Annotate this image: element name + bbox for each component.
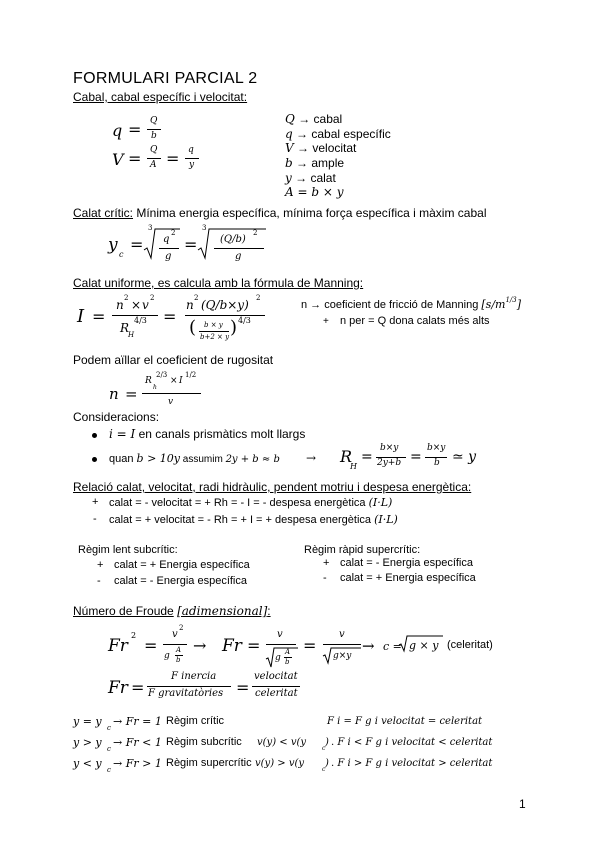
section-heading-rugositat: Podem aïllar el coeficient de rugositat [73,353,274,367]
section-heading-calat-uniforme: Calat uniforme, es calcula amb la fórmula de Manning: [73,276,364,290]
section-heading-calat-critic: Calat crític: Mínima energia específica, mínima força específica i màxim cabal [73,206,487,220]
plus-sign: + [92,496,99,508]
regim-rapid-row-1: calat = - Energia específica [340,557,473,569]
section-heading-cabal: Cabal, cabal específic i velocitat: [73,90,248,104]
arrow-icon: → [306,451,317,465]
regim-rapid-title: Règim ràpid supercrític: [304,544,421,556]
consideration-1: i = I en canals prismàtics molt llargs [109,427,306,441]
relation-row-2: calat = + velocitat = - Rh = + I = + despesa energètica (I·L) [109,513,398,526]
regim-rapid-row-2: calat = + Energia específica [340,572,476,584]
minus-sign: - [93,513,97,525]
consideration-2: quan b > 10y assumim 2y + b ≈ b [109,452,280,465]
page-number: 1 [519,797,526,811]
regim-lent-row-2: calat = - Energia específica [114,575,247,587]
page-title: FORMULARI PARCIAL 2 [73,70,258,87]
bullet-dot [92,457,97,462]
section-heading-froude: Número de Froude [adimensional]: [73,604,271,618]
relation-row-1: calat = - velocitat = + Rh = - I = - despesa energètica (I·L) [109,496,393,509]
section-heading-consideracions: Consideracions: [73,410,160,424]
bullet-dot [92,433,97,438]
radical-3 [265,646,299,670]
regim-lent-title: Règim lent subcrític: [78,544,178,556]
page: FORMULARI PARCIAL 2 Cabal, cabal específic i velocitat: q = Q b V = Q A = q y Q → cabal q → cabal específic V → velocitat b → ample y → calat A = b × y Calat crític: Mínima energia específica, mínima força específica i màxim cabal y c = 3 q 2 g = 3 (Q/b) 2 g Calat uniforme, es calcula amb la fórmula de Manning: I = n 2 × v 2 R H 4/3 = n 2 (Q/b×y) 2 ( b × y b+2 × y ) 4/3 n → coeficient de fricció de Manning $[s/m^{1/3}]$ + n per = Q dona calats més alts Podem aïllar el coeficient de rugositat n = R h 2/3 × I 1/2 v Consideracions: i = I en canals prismàtics molt llargs quan b > 10y assumim 2y + b ≈ b → R H = b×y 2y+b = b×y b ≃ y Relació calat, velocitat, radi hidràulic, pendent motriu i despesa energètica: + calat = - velocitat = + Rh = - I = - despesa energètica (I·L) - calat = + velocitat = - Rh = + I = + despesa energètica (I·L) Règim lent subcrític: + calat = + Energia específica - calat = - Energia específica Règim ràpid supercrític: + calat = - Energia específica - calat = + Energia específica Número de Froude [adimensional]: Fr 2 = v 2 g A b → Fr = v g A b = v g×y → c = g × y (celeritat) Fr = F inercia F gravitatòries = velocitat celeritat y = y c → Fr = 1 Règim crític F i = F g i velocitat = celeritat y > y c → Fr < 1 Règim subcrític v(y) < v(y c ) . F i < F g i velocitat < celeritat y < y c → Fr > 1 Règim supercrític v(y) > v(y c ) . F i > F g i velocitat > celeritat 1 [73,70,526,811]
section-heading-relacio: Relació calat, velocitat, radi hidràulic, pendent motriu i despesa energètica: [73,480,472,494]
regim-lent-row-1: calat = + Energia específica [114,559,250,571]
